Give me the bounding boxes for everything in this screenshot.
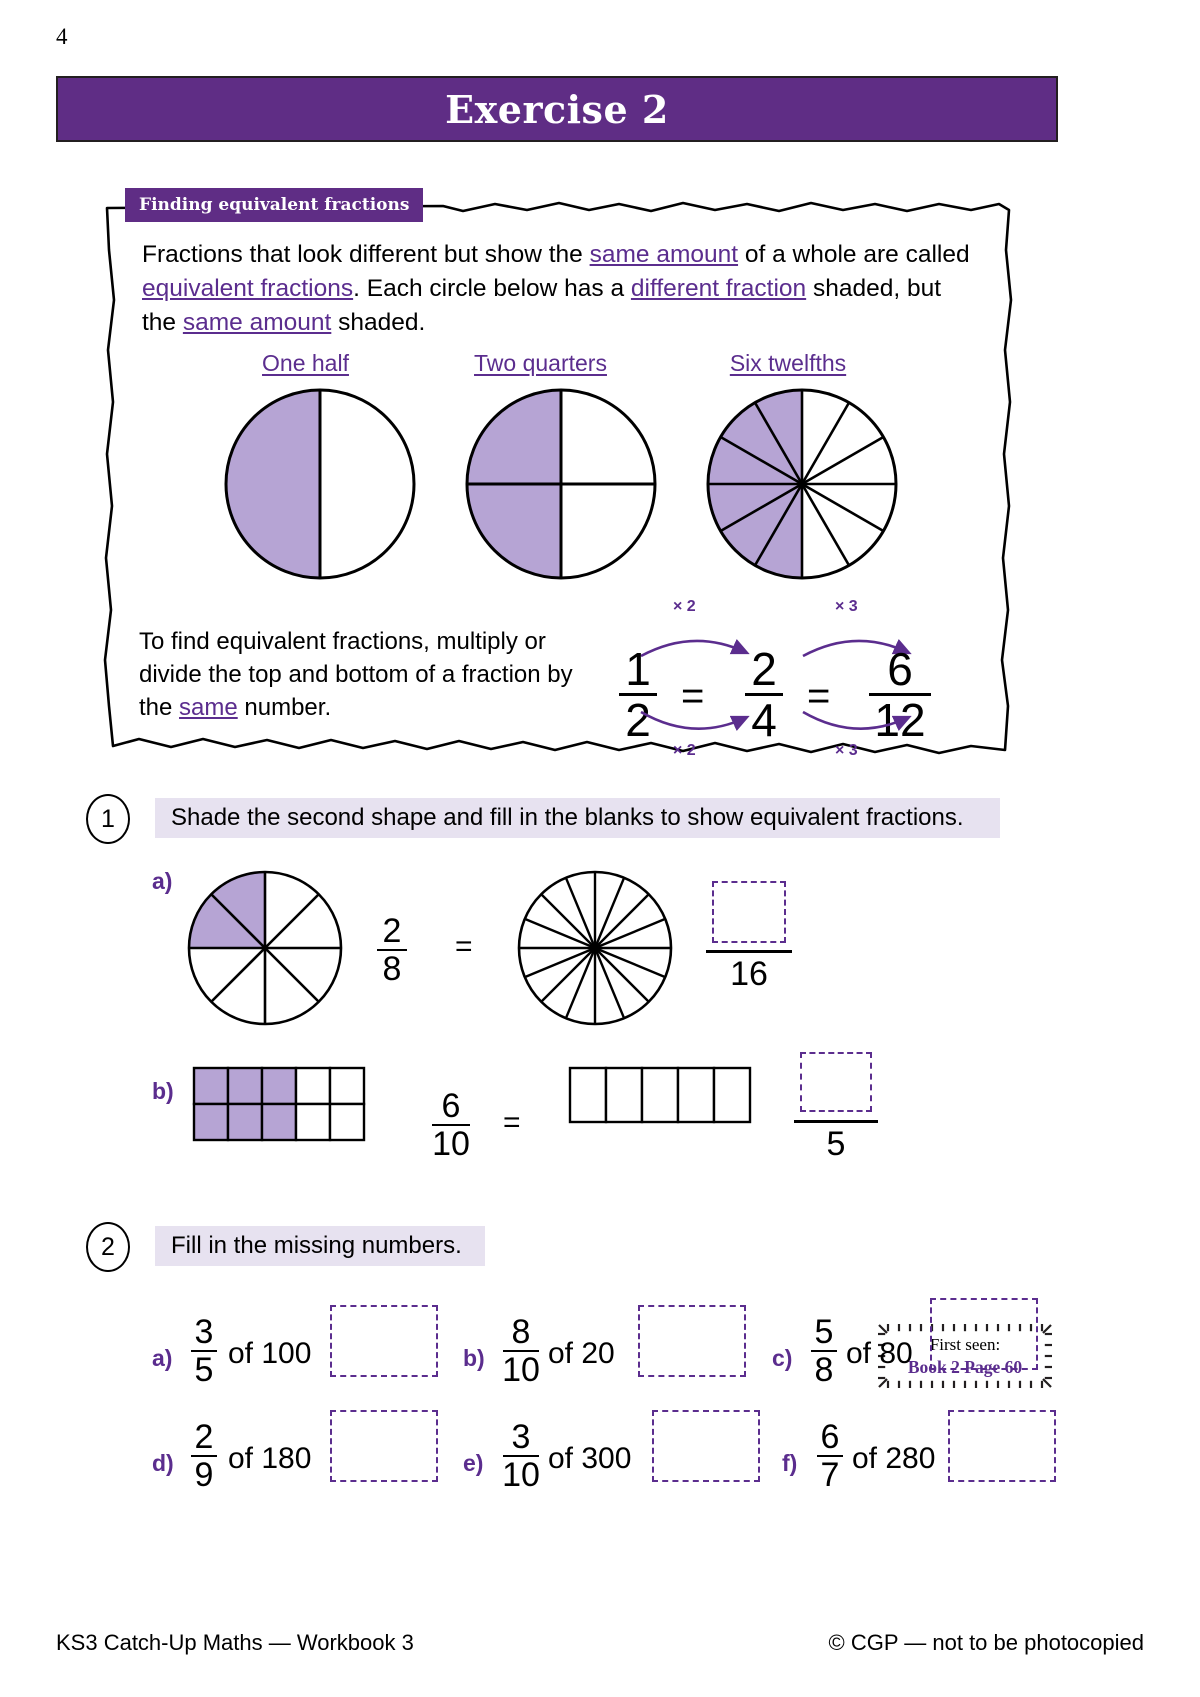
circle-caption-two-quarters: Two quarters bbox=[474, 350, 607, 376]
q1b-answer-fraction-bar bbox=[794, 1120, 878, 1123]
q2-part-e-fraction bbox=[498, 1418, 544, 1494]
q2-part-c-answer-box[interactable] bbox=[930, 1298, 1038, 1370]
find-seg-1: To find equivalent fractions, multiply or divide the top and bottom of a fraction by the bbox=[139, 628, 573, 721]
find-emphasis-1: same bbox=[179, 694, 238, 721]
q1a-answer-numerator-box[interactable] bbox=[712, 881, 786, 943]
intro-emphasis-3: different fraction bbox=[630, 275, 807, 302]
q1a-given-fraction bbox=[372, 912, 412, 988]
q2-part-d-of-text: of 180 bbox=[228, 1442, 312, 1475]
intro-seg-4: shaded, but the bbox=[142, 275, 942, 336]
exercise-title: Exercise 2 bbox=[445, 86, 669, 132]
fraction-numerator: 3 bbox=[194, 1313, 214, 1351]
fraction-denominator: 10 bbox=[502, 1456, 540, 1494]
q1a-given-circle-8-slices bbox=[185, 868, 345, 1028]
q2-part-f-label: f) bbox=[782, 1450, 798, 1476]
question-1-part-a-label: a) bbox=[152, 868, 173, 894]
footer-right-text: © CGP — not to be photocopied bbox=[828, 1630, 1144, 1655]
q2-part-e-of-text: of 300 bbox=[548, 1442, 632, 1475]
fraction-numerator: 6 bbox=[887, 643, 913, 695]
fraction-denominator: 8 bbox=[382, 950, 402, 988]
fraction-numerator: 6 bbox=[441, 1087, 461, 1125]
question-1-prompt: Shade the second shape and fill in the blanks to show equivalent fractions. bbox=[155, 798, 1000, 838]
q2-part-d-fraction bbox=[186, 1418, 222, 1494]
intro-paragraph bbox=[142, 238, 972, 340]
q2-part-a-fraction bbox=[186, 1313, 222, 1389]
intro-emphasis-4: same amount bbox=[182, 309, 332, 336]
fraction-denominator: 5 bbox=[194, 1351, 214, 1389]
q2-part-f-fraction bbox=[812, 1418, 848, 1494]
fraction-numerator: 8 bbox=[511, 1313, 531, 1351]
page-number: 4 bbox=[56, 24, 68, 49]
multiply-label-top-1: × 2 bbox=[673, 598, 696, 615]
q1b-answer-numerator-box[interactable] bbox=[800, 1052, 872, 1112]
q2-part-b-of-text: of 20 bbox=[548, 1337, 615, 1370]
fraction-denominator: 8 bbox=[814, 1351, 834, 1389]
intro-emphasis-1: same amount bbox=[589, 241, 739, 268]
intro-seg-2: of a whole are called bbox=[738, 241, 970, 268]
equals-sign-2: = bbox=[807, 674, 831, 718]
fraction-denominator: 2 bbox=[625, 694, 651, 746]
q2-part-b-answer-box[interactable] bbox=[638, 1305, 746, 1377]
q2-part-b-label: b) bbox=[463, 1345, 485, 1371]
question-2-number: 2 bbox=[86, 1222, 130, 1272]
exercise-banner bbox=[56, 76, 1058, 142]
q1b-given-fraction bbox=[428, 1087, 474, 1163]
badge-line-2: Book 2 Page 60 bbox=[907, 1356, 1023, 1377]
fraction-numerator: 3 bbox=[511, 1418, 531, 1456]
footer-left-text: KS3 Catch-Up Maths — Workbook 3 bbox=[56, 1630, 414, 1655]
intro-seg-5: shaded. bbox=[331, 309, 426, 336]
multiply-label-top-2: × 3 bbox=[835, 598, 858, 615]
q1a-answer-circle-16-slices[interactable] bbox=[515, 868, 675, 1028]
q2-part-a-label: a) bbox=[152, 1345, 173, 1371]
fraction-numerator: 5 bbox=[814, 1313, 834, 1351]
fraction-denominator: 9 bbox=[194, 1456, 214, 1494]
q2-part-a-answer-box[interactable] bbox=[330, 1305, 438, 1377]
intro-seg-1: Fractions that look different but show the bbox=[142, 241, 590, 268]
fraction-numerator: 6 bbox=[820, 1418, 840, 1456]
fraction-numerator: 1 bbox=[625, 643, 651, 695]
fraction-denominator: 12 bbox=[874, 694, 926, 746]
q1b-given-grid-10-cells bbox=[192, 1066, 372, 1144]
q1b-answer-denominator: 5 bbox=[826, 1125, 846, 1163]
fraction-numerator: 2 bbox=[751, 643, 777, 695]
equivalence-equation bbox=[593, 590, 993, 759]
q2-part-f-answer-box[interactable] bbox=[948, 1410, 1056, 1482]
q1a-equals-sign: = bbox=[455, 930, 473, 963]
fraction-circle-six-twelfths bbox=[704, 386, 900, 582]
q2-part-c-label: c) bbox=[772, 1345, 793, 1371]
q2-part-f-of-text: of 280 bbox=[852, 1442, 936, 1475]
q1b-answer-grid-5-cells[interactable] bbox=[568, 1066, 760, 1144]
fraction-numerator: 2 bbox=[382, 912, 402, 950]
fraction-denominator: 7 bbox=[820, 1456, 840, 1494]
q2-part-d-label: d) bbox=[152, 1450, 174, 1476]
multiply-label-bottom-1: × 2 bbox=[673, 742, 696, 759]
fraction-denominator: 4 bbox=[751, 694, 777, 746]
find-equivalent-paragraph bbox=[139, 625, 594, 724]
intro-seg-3: . Each circle below has a bbox=[353, 275, 631, 302]
fraction-circle-one-half bbox=[222, 386, 418, 582]
find-seg-2: number. bbox=[237, 694, 332, 721]
info-box bbox=[103, 190, 1015, 763]
q2-part-e-answer-box[interactable] bbox=[652, 1410, 760, 1482]
q1a-answer-fraction-bar bbox=[706, 950, 792, 953]
q2-part-b-fraction bbox=[498, 1313, 544, 1389]
q2-part-a-of-text: of 100 bbox=[228, 1337, 312, 1370]
q2-part-d-answer-box[interactable] bbox=[330, 1410, 438, 1482]
badge-line-1: First seen: bbox=[929, 1334, 1001, 1354]
q1a-answer-denominator: 16 bbox=[730, 955, 768, 993]
fraction-numerator: 2 bbox=[194, 1418, 214, 1456]
question-1-number: 1 bbox=[86, 794, 130, 844]
circle-caption-one-half: One half bbox=[262, 350, 349, 376]
equals-sign-1: = bbox=[681, 674, 705, 718]
q2-part-c-of-text: of 80 bbox=[846, 1337, 913, 1370]
intro-emphasis-2: equivalent fractions bbox=[142, 275, 354, 302]
question-2-prompt: Fill in the missing numbers. bbox=[155, 1226, 485, 1266]
fraction-denominator: 10 bbox=[502, 1351, 540, 1389]
fraction-circle-two-quarters bbox=[463, 386, 659, 582]
circle-caption-six-twelfths: Six twelfths bbox=[729, 350, 847, 376]
question-1-part-b-label: b) bbox=[152, 1078, 174, 1104]
q1b-equals-sign: = bbox=[503, 1106, 521, 1139]
info-box-tab-label: Finding equivalent fractions bbox=[125, 188, 423, 222]
q2-part-e-label: e) bbox=[463, 1450, 484, 1476]
fraction-denominator: 10 bbox=[432, 1125, 470, 1163]
multiply-label-bottom-2: × 3 bbox=[835, 742, 858, 759]
q2-part-c-fraction bbox=[806, 1313, 842, 1389]
